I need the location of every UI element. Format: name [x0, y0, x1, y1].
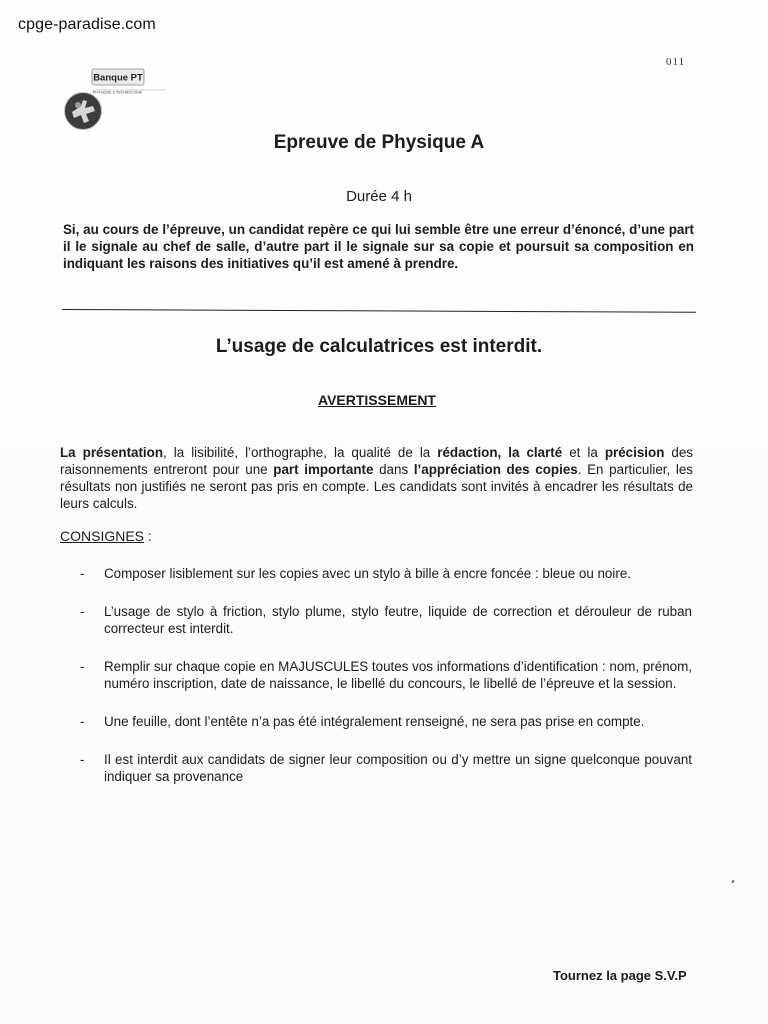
warning-heading: AVERTISSEMENT [318, 392, 436, 408]
warning-segment: présentation [82, 445, 164, 460]
consigne-text: Composer lisiblement sur les copies avec un stylo à bille à encre foncée : bleue ou noire. [104, 566, 631, 581]
warning-segment: l’appréciation des copies [413, 462, 578, 477]
exam-title: Epreuve de Physique A [273, 132, 485, 153]
list-dash: - [80, 659, 85, 674]
site-watermark: cpge-paradise.com [18, 16, 156, 33]
warning-segment: des raisonnements entreront pour une [60, 445, 693, 477]
scan-speck [731, 880, 734, 884]
turn-page-footer: Tournez la page S.V.P [553, 968, 687, 983]
calculator-prohibited-notice: L’usage de calculatrices est interdit. [215, 336, 543, 357]
svg-text:Banque PT: Banque PT [93, 72, 143, 84]
warning-segment: rédaction, la clarté [437, 445, 563, 460]
warning-segment: . En particulier, les résultats non justifiés ne seront pas pris en compte. Les candidats sont invités à encadrer les résultats de leurs calculs. [60, 462, 693, 511]
consigne-item [80, 713, 692, 730]
list-dash: - [80, 566, 85, 581]
error-reporting-notice: Si, au cours de l’épreuve, un candidat repère ce qui lui semble être une erreur d’énoncé, d’une part il le signale au chef de salle, d’autre part il le signale sur sa copie et poursuit sa composition en indiquant les raisons des initiatives qu’il est amené à prendre. [63, 222, 694, 271]
consignes-suffix: : [144, 528, 152, 544]
consigne-item [80, 751, 692, 785]
consigne-item [80, 603, 692, 637]
list-dash: - [80, 752, 85, 767]
warning-paragraph [60, 444, 693, 512]
exam-duration: Durée 4 h [346, 188, 412, 205]
warning-segment: précision [604, 445, 665, 460]
svg-text:PHYSIQUE & TECHNOLOGIE: PHYSIQUE & TECHNOLOGIE [93, 90, 143, 95]
consignes-heading [60, 528, 152, 544]
warning-segment: part importante [273, 462, 374, 477]
warning-segment: , la lisibilité, l’orthographe, la qualité de la [163, 445, 438, 460]
list-dash: - [80, 714, 85, 729]
consigne-item [80, 658, 692, 692]
consigne-text: Remplir sur chaque copie en MAJUSCULES toutes vos informations d’identification : nom, prénom, numéro inscription, date de naissance, le libellé du concours, le libellé de l’épreuve et la session. [104, 659, 692, 691]
page-code: 011 [666, 56, 686, 68]
warning-segment: et la [562, 445, 605, 460]
consignes-label: CONSIGNES [60, 528, 145, 544]
consigne-text: Une feuille, dont l’entête n’a pas été intégralement renseigné, ne sera pas prise en compte. [104, 714, 645, 729]
consigne-text: Il est interdit aux candidats de signer leur composition ou d’y mettre un signe quelconque pouvant indiquer sa provenance [104, 752, 692, 784]
banque-pt-logo-emblem [62, 68, 182, 132]
consignes-list [80, 565, 692, 785]
consigne-text: L’usage de stylo à friction, stylo plume, stylo feutre, liquide de correction et dérouleur de ruban correcteur est interdit. [104, 604, 692, 636]
warning-segment: dans [373, 462, 414, 477]
banque-pt-logo [62, 68, 182, 132]
section-divider [62, 309, 696, 313]
list-dash: - [80, 604, 85, 619]
consigne-item [80, 565, 692, 582]
warning-segment: La [60, 445, 83, 460]
